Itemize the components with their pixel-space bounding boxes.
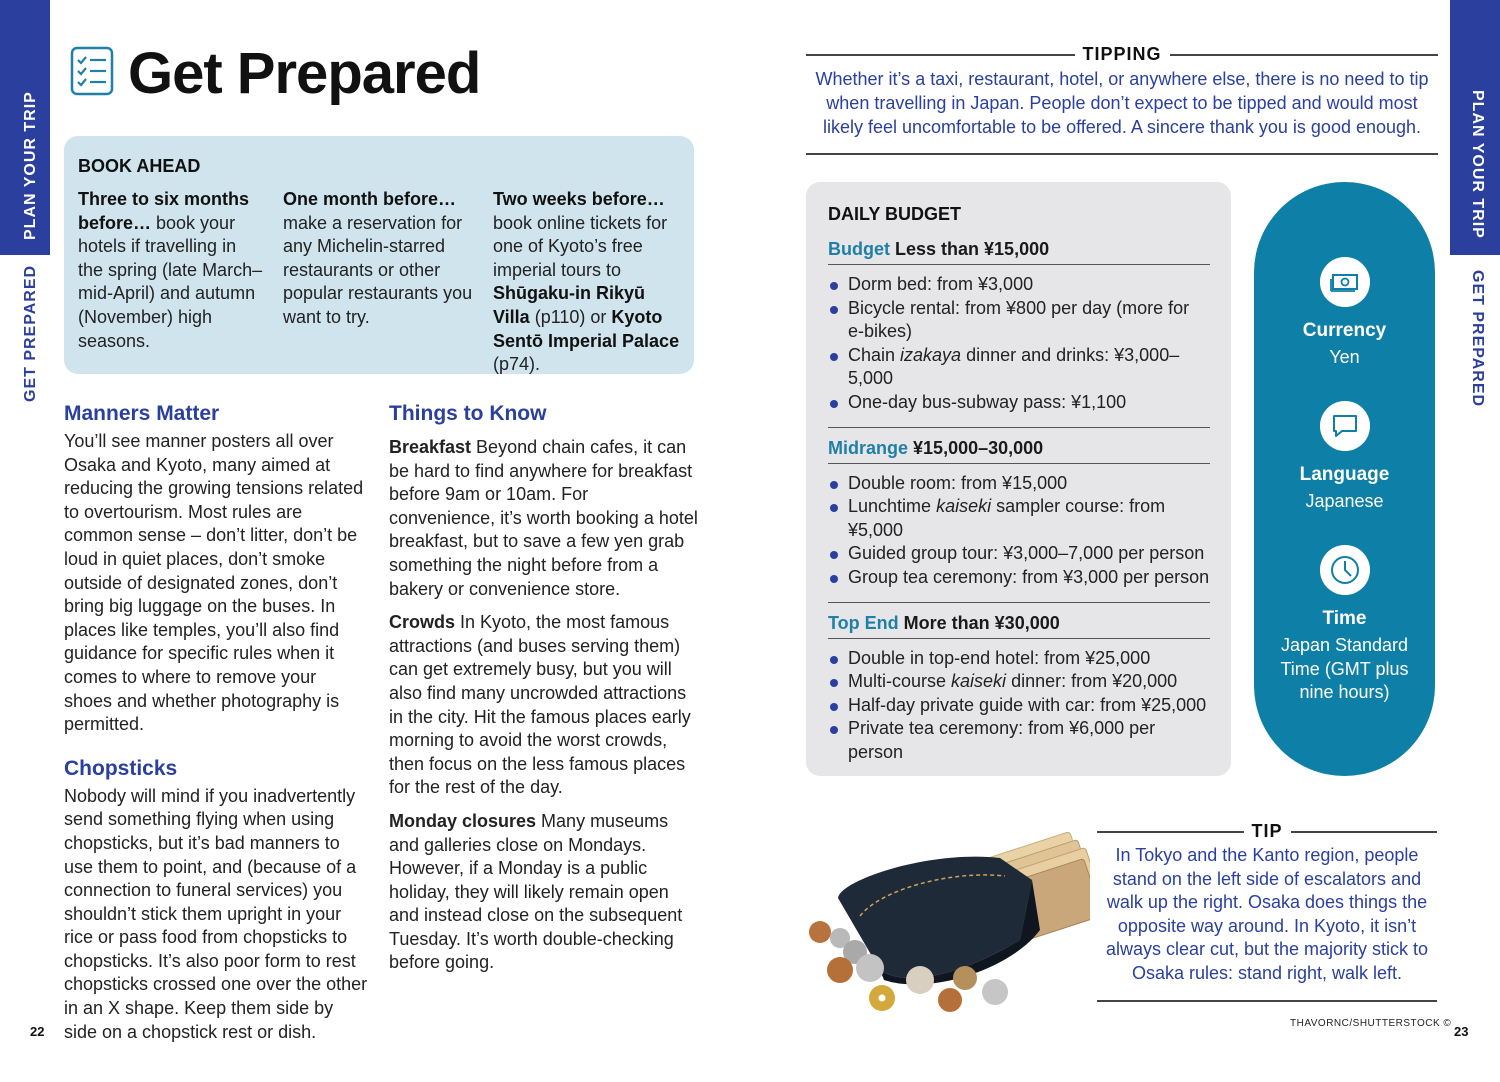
- crowds-text: In Kyoto, the most famous attractions (and buses serving them) can get extremely busy, but you will also find many uncrowded attractions in the city. Hit the famous places early morning to avoid the worst crowds, then focus on the less famous places for the rest of the day.: [389, 612, 691, 798]
- book-ahead-col-3: [493, 188, 685, 377]
- budget-tier-midrange: [828, 438, 1210, 464]
- chopsticks-text: Nobody will mind if you inadvertently send something flying when using chopsticks, but it’s bad manners to use them to point, and (because of a connection to funeral services) you shouldn’t stick them upright in your rice or pass food from chopsticks to chopsticks. It’s also poor form to rest chopsticks crossed one over the other in an X shape. Keep them side by side on a chopstick rest or dish.: [64, 785, 368, 1042]
- manners-text: You’ll see manner posters all over Osaka and Kyoto, many aimed at reducing the growing tensions related to overtourism. Most rules are common sense – don’t litter, don’t be loud in quiet places, don’t smoke outside of designated zones, don’t bring big luggage on the buses. In places like temples, you’ll also find guidance for specific rules when it comes to where to remove your shoes and whether photography is permitted.: [64, 431, 364, 735]
- tip-heading: TIP: [1251, 821, 1283, 841]
- list-item: One-day bus-subway pass: ¥1,100: [828, 391, 1210, 415]
- list-item: Dorm bed: from ¥3,000: [828, 273, 1210, 297]
- budget-list: [828, 273, 1210, 415]
- breakfast-lead: Breakfast: [389, 437, 472, 457]
- breakfast-text: Beyond chain cafes, it can be hard to find anywhere for breakfast before 9am or 10am. For convenience, it’s worth booking a hotel breakfast, but to save a few yen grab something the night before from a bakery or convenience store.: [389, 437, 698, 599]
- manners-section: [64, 402, 369, 1044]
- col3-text1: book online tickets for one of Kyoto’s free imperial tours to: [493, 212, 668, 280]
- fact-label-language: Language: [1299, 464, 1390, 485]
- list-item: Half-day private guide with car: from ¥25,000: [828, 694, 1210, 718]
- tipping-heading-row: [806, 44, 1438, 65]
- things-item-crowds: [389, 611, 699, 800]
- crowds-lead: Crowds: [389, 612, 456, 633]
- col2-text: make a reservation for any Michelin-starred restaurants or other popular restaurants you want to try.: [283, 212, 473, 327]
- page-title: Get Prepared: [128, 41, 481, 106]
- topend-list: [828, 647, 1210, 765]
- list-item: Guided group tour: ¥3,000–7,000 per person: [828, 542, 1210, 566]
- key-facts-pill: [1254, 182, 1435, 776]
- tip-rule: [1097, 1000, 1437, 1002]
- tip-heading-row: [1097, 821, 1437, 842]
- tier-name-topend: Top End: [828, 612, 899, 633]
- book-ahead-col-1: [78, 188, 263, 353]
- wallet-coins-photo: [800, 820, 1090, 1020]
- fact-value-currency: Yen: [1329, 347, 1360, 367]
- list-item: Double room: from ¥15,000: [828, 472, 1210, 496]
- book-ahead-box: [64, 136, 694, 374]
- chapter-tab-label-right: GET PREPARED: [1469, 270, 1486, 408]
- tipping-rule: [806, 153, 1438, 155]
- chapter-tab-label: GET PREPARED: [22, 264, 39, 402]
- list-item: Group tea ceremony: from ¥3,000 per person: [828, 566, 1210, 590]
- budget-tier-budget: [828, 239, 1210, 265]
- fact-value-time: Japan Standard Time (GMT plus nine hours): [1280, 635, 1409, 703]
- things-list: [389, 436, 699, 975]
- list-item: Bicycle rental: from ¥800 per day (more for e-bikes): [828, 297, 1210, 344]
- list-item: Chain izakaya dinner and drinks: ¥3,000–5,000: [828, 344, 1210, 391]
- things-item-monday: [389, 810, 699, 975]
- col1-text: book your hotels if travelling in the spring (late March–mid-April) and autumn (November) high seasons.: [78, 212, 263, 351]
- checklist-icon: [70, 46, 114, 96]
- chopsticks-heading: Chopsticks: [64, 756, 178, 780]
- things-section: [389, 402, 699, 985]
- list-item: Multi-course kaiseki dinner: from ¥20,000: [828, 670, 1210, 694]
- things-heading: Things to Know: [389, 402, 547, 425]
- col3-text3: (p74).: [493, 354, 541, 375]
- midrange-list: [828, 472, 1210, 590]
- tipping-box: [806, 44, 1438, 155]
- speech-bubble-icon: [1320, 401, 1370, 451]
- book-ahead-heading: BOOK AHEAD: [78, 156, 201, 176]
- col3-place1: Shūgaku-in Rikyū Villa: [493, 283, 646, 327]
- tip-box: [1097, 821, 1437, 1002]
- page-number-right: 23: [1454, 1024, 1469, 1039]
- col3-place2: Kyoto Sentō Imperial Palace: [493, 306, 680, 351]
- tipping-text: Whether it’s a taxi, restaurant, hotel, or anywhere else, there is no need to tip when travelling in Japan. People don’t expect to be tipped and would most likely feel uncomfortable to be offered. A sincere thank you is good enough.: [815, 69, 1429, 137]
- right-side-tabs: [1450, 0, 1500, 1082]
- col3-text2: (p110) or: [529, 306, 612, 327]
- fact-value-language: Japanese: [1305, 491, 1384, 511]
- list-item: Double in top-end hotel: from ¥25,000: [828, 647, 1210, 671]
- tip-text: In Tokyo and the Kanto region, people stand on the left side of escalators and walk up the right. Osaka does things the opposite way around. In Kyoto, it isn’t always clear cut, but the majority stick to Osaka rules: stand right, walk left.: [1105, 845, 1429, 983]
- list-item: Lunchtime kaiseki sampler course: from ¥5,000: [828, 495, 1210, 542]
- tier-range-budget: Less than ¥15,000: [895, 239, 1050, 259]
- daily-budget-box: [806, 182, 1231, 776]
- clock-icon: [1320, 545, 1370, 595]
- photo-credit: THAVORNC/SHUTTERSTOCK ©: [1290, 1018, 1452, 1029]
- section-tab-label: PLAN YOUR TRIP: [22, 91, 39, 240]
- section-tab-label-right: PLAN YOUR TRIP: [1469, 90, 1486, 239]
- things-item-breakfast: [389, 436, 699, 601]
- fact-label-currency: Currency: [1302, 320, 1387, 341]
- budget-heading: DAILY BUDGET: [828, 204, 962, 224]
- book-ahead-col-2: [283, 188, 473, 330]
- budget-tier-topend: [828, 613, 1210, 639]
- tipping-heading: TIPPING: [1082, 44, 1162, 64]
- left-side-tabs: [0, 0, 50, 1082]
- list-item: Private tea ceremony: from ¥6,000 per person: [828, 717, 1210, 764]
- tier-name-midrange: Midrange: [828, 437, 909, 458]
- monday-lead: Monday closures: [389, 810, 537, 831]
- manners-heading: Manners Matter: [64, 402, 220, 425]
- col1-lead: Three to six months before…: [78, 189, 250, 233]
- tier-range-topend: More than ¥30,000: [903, 612, 1060, 633]
- tier-range-midrange: ¥15,000–30,000: [913, 437, 1044, 458]
- col2-lead: One month before…: [283, 189, 457, 209]
- col3-lead: Two weeks before…: [493, 189, 665, 209]
- money-icon: [1320, 257, 1370, 307]
- page-number-left: 22: [30, 1024, 45, 1039]
- monday-text: Many museums and galleries close on Mondays. However, if a Monday is a public holiday, they will likely remain open and instead close on the subsequent Tuesday. It’s worth double-checking before going.: [389, 810, 683, 973]
- fact-label-time: Time: [1322, 608, 1367, 629]
- tier-name-budget: Budget: [828, 239, 890, 259]
